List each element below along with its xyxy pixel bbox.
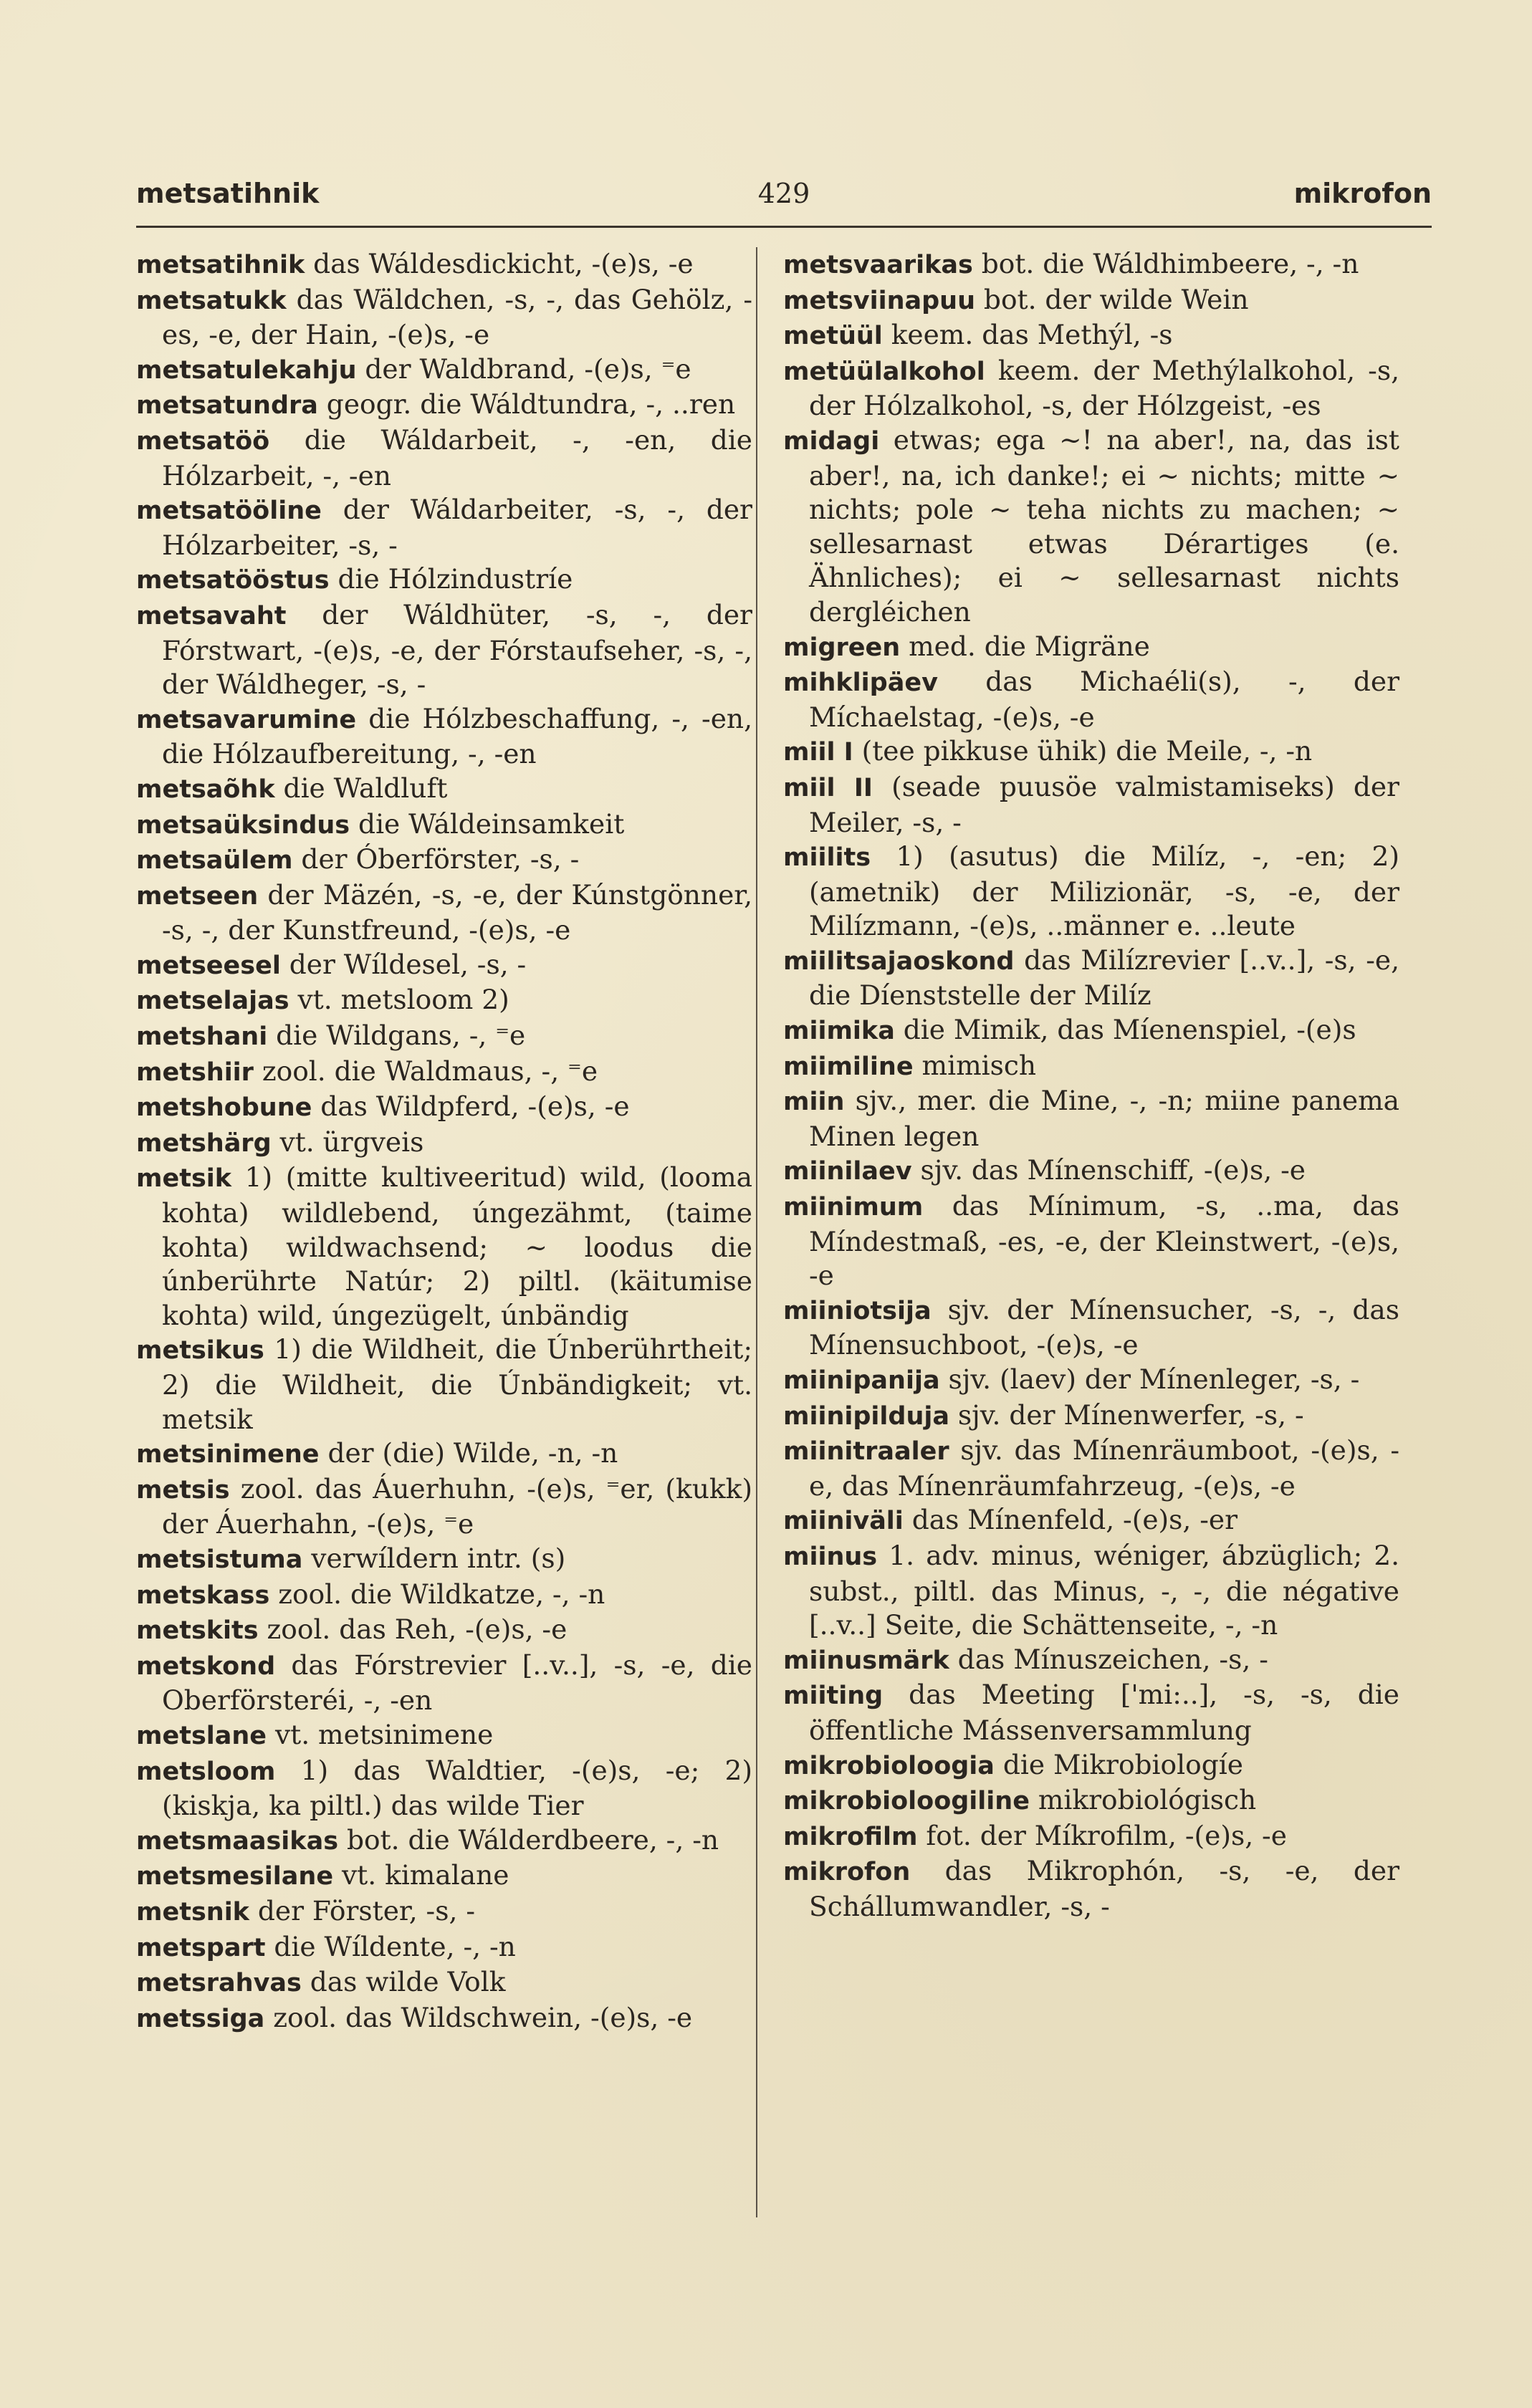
entry-definition: fot. der Míkrofilm, -(e)s, -e <box>917 1819 1287 1851</box>
dictionary-entry <box>136 562 752 598</box>
headword: metüül <box>783 322 883 351</box>
headword: metsaõhk <box>136 774 275 804</box>
entry-definition: das Wäldchen, -s, -, das Gehölz, -es, -e, der Hain, -(e)s, -e <box>162 283 752 351</box>
dictionary-entry <box>136 1578 752 1613</box>
entry-definition: mikrobiológisch <box>1029 1784 1257 1816</box>
entry-definition: der Förster, -s, - <box>249 1894 475 1927</box>
dictionary-entry <box>136 702 752 772</box>
dictionary-entry <box>136 352 752 388</box>
headword: miinilaev <box>783 1157 912 1186</box>
entry-definition: bot. die Wálderdbeere, -, -n <box>338 1823 719 1856</box>
dictionary-entry <box>136 948 752 984</box>
entry-definition: der Wíldesel, -s, - <box>280 948 527 980</box>
entry-definition: zool. das Reh, -(e)s, -e <box>258 1613 568 1646</box>
entry-definition: 1) das Waldtier, -(e)s, -e; 2) (kiskja, ka piltl.) das wilde Tier <box>162 1754 752 1822</box>
dictionary-entry <box>136 493 752 562</box>
entry-definition: die Hólzbeschaffung, -, -en, die Hólzaufbereitung, -, -en <box>162 702 752 770</box>
dictionary-entry <box>783 630 1399 666</box>
dictionary-entry <box>783 1819 1399 1855</box>
headword: miinimum <box>783 1193 924 1222</box>
left-column <box>136 247 752 2036</box>
headword: metselajas <box>136 987 289 1016</box>
headword: metskass <box>136 1580 270 1610</box>
entry-definition: bot. die Wáldhimbeere, -, -n <box>972 248 1359 279</box>
headword: metsikus <box>136 1336 264 1366</box>
dictionary-entry <box>136 1823 752 1859</box>
entry-definition: 1) die Wildheit, die Únberührtheit; 2) die Wildheit, die Únbändigkeit; vt. metsik <box>162 1333 752 1435</box>
entry-definition: zool. die Waldmaus, -, ⁼e <box>253 1055 598 1087</box>
headword: miiting <box>783 1682 884 1711</box>
headword: metsatulekahju <box>136 355 357 385</box>
entry-definition: sjv. das Mínenschiff, -(e)s, -e <box>911 1154 1306 1186</box>
column-divider <box>756 247 757 2217</box>
entry-definition: die Wáldeinsamkeit <box>350 807 625 840</box>
dictionary-entry <box>136 1930 752 1966</box>
headword: metsatundra <box>136 391 318 421</box>
entry-definition: der Wáldhüter, -s, -, der Fórstwart, -(e)s, -e, der Fórstaufseher, -s, -, der Wáldheger, -s, - <box>162 598 752 701</box>
dictionary-entry <box>136 1894 752 1930</box>
headword: metsavarumine <box>136 705 357 734</box>
entry-definition: (seade puusöe valmistamiseks) der Meiler, -s, - <box>809 770 1399 838</box>
headword: metskits <box>136 1616 259 1646</box>
entry-definition: vt. metsinimene <box>267 1718 494 1750</box>
dictionary-entry <box>783 1153 1399 1189</box>
headword: mikrobioloogiline <box>783 1787 1030 1816</box>
headword: metssiga <box>136 2004 265 2033</box>
entry-definition: med. die Migräne <box>900 630 1150 662</box>
dictionary-entry <box>136 1542 752 1578</box>
headword: miinipilduja <box>783 1401 950 1431</box>
page-number: 429 <box>757 178 810 209</box>
entry-definition: zool. das Áuerhuhn, -(e)s, ⁼er, (kukk) der Áuerhahn, -(e)s, ⁼e <box>162 1472 752 1540</box>
dictionary-entry <box>783 1783 1399 1819</box>
dictionary-entry <box>136 247 752 283</box>
entry-definition: das Wildpferd, -(e)s, -e <box>312 1090 630 1123</box>
dictionary-entry <box>136 772 752 807</box>
dictionary-entry <box>136 843 752 878</box>
dictionary-entry <box>783 247 1399 283</box>
dictionary-entry <box>783 318 1399 354</box>
headword: metsinimene <box>136 1440 320 1469</box>
entry-definition: das Milízrevier [..v..], -s, -e, die Díenststelle der Milíz <box>809 944 1399 1012</box>
headword: metsavaht <box>136 601 287 630</box>
dictionary-entry <box>136 283 752 352</box>
headword: miinipanija <box>783 1366 940 1395</box>
entry-definition: verwíldern intr. (s) <box>302 1542 566 1574</box>
dictionary-entry <box>783 1678 1399 1747</box>
headword: miinusmärk <box>783 1646 949 1675</box>
headword: metsatukk <box>136 286 287 315</box>
headword: miil I <box>783 738 853 767</box>
entry-definition: das Meeting ['mi:..], -s, -s, die öffentliche Mássenversammlung <box>809 1679 1399 1746</box>
dictionary-entry <box>783 1539 1399 1643</box>
headword: migreen <box>783 633 901 662</box>
headword: metslane <box>136 1721 267 1750</box>
dictionary-entry <box>136 807 752 843</box>
entry-definition: das wilde Volk <box>301 1966 506 1998</box>
headword: mikrobioloogia <box>783 1751 995 1780</box>
headword: miiniväli <box>783 1507 904 1536</box>
headword: metsmaasikas <box>136 1826 339 1856</box>
dictionary-entry <box>783 1748 1399 1784</box>
headword: miimika <box>783 1017 895 1046</box>
dictionary-entry <box>783 1049 1399 1085</box>
entry-definition: das Michaéli(s), -, der Míchaelstag, -(e)s, -e <box>809 666 1399 733</box>
dictionary-entry <box>136 1718 752 1754</box>
dictionary-entry <box>136 2001 752 2037</box>
dictionary-entry <box>136 598 752 702</box>
right-column <box>783 247 1399 1924</box>
headword: metsik <box>136 1164 232 1194</box>
headword: miiniotsija <box>783 1296 932 1325</box>
dictionary-entry <box>136 983 752 1019</box>
dictionary-entry <box>136 1754 752 1823</box>
entry-definition: die Waldluft <box>274 772 448 804</box>
headword: metsnik <box>136 1897 249 1927</box>
headword: metsis <box>136 1475 230 1505</box>
headword: metsaüksindus <box>136 810 350 840</box>
entry-definition: vt. metsloom 2) <box>289 984 509 1016</box>
headword: metsloom <box>136 1757 276 1786</box>
entry-definition: die Wildgans, -, ⁼e <box>267 1020 526 1052</box>
dictionary-entry <box>783 1013 1399 1049</box>
header-rule <box>136 226 1432 228</box>
headword: metsatihnik <box>136 251 305 279</box>
entry-definition: 1) (asutus) die Milíz, -, -en; 2) (ametnik) der Milizionär, -s, -e, der Milízmann, -(e)s, ..männer e. ..leute <box>809 840 1399 942</box>
dictionary-entry <box>783 1363 1399 1399</box>
entry-definition: sjv. der Mínenwerfer, -s, - <box>949 1399 1304 1431</box>
headword: miilits <box>783 843 871 873</box>
dictionary-entry <box>136 1472 752 1542</box>
entry-definition: das Mínuszeichen, -s, - <box>949 1643 1268 1675</box>
dictionary-entry <box>783 283 1399 319</box>
dictionary-entry <box>783 770 1399 840</box>
entry-definition: mimisch <box>913 1049 1037 1081</box>
headword: mikrofilm <box>783 1822 918 1851</box>
entry-definition: (tee pikkuse ühik) die Meile, -, -n <box>853 735 1313 767</box>
headword: metshärg <box>136 1128 272 1158</box>
headword: metshiir <box>136 1057 254 1087</box>
headword: miilitsajaoskond <box>783 946 1015 976</box>
headword: metsistuma <box>136 1545 303 1574</box>
entry-definition: das Mínenfeld, -(e)s, -er <box>903 1504 1238 1536</box>
headword: metsatöö <box>136 426 270 456</box>
entry-definition: vt. kimalane <box>333 1859 509 1891</box>
entry-definition: sjv. das Mínenräumboot, -(e)s, -e, das Mínenräumfahrzeug, -(e)s, -e <box>809 1434 1399 1502</box>
headword: metseen <box>136 881 259 911</box>
dictionary-entry <box>783 1503 1399 1539</box>
headword: metsatööstus <box>136 566 330 595</box>
headword: metspart <box>136 1933 266 1962</box>
dictionary-entry <box>783 665 1399 734</box>
headword: miin <box>783 1088 845 1117</box>
dictionary-entry <box>783 1643 1399 1679</box>
entry-definition: keem. das Methýl, -s <box>882 319 1173 351</box>
headword: metshobune <box>136 1093 312 1123</box>
headword: metüülalkohol <box>783 357 985 386</box>
dictionary-entry <box>783 423 1399 630</box>
dictionary-entry <box>783 1399 1399 1434</box>
dictionary-entry <box>783 1189 1399 1293</box>
entry-definition: der Wáldarbeiter, -s, -, der Hólzarbeiter, -s, - <box>162 494 752 561</box>
running-header <box>136 178 1432 228</box>
dictionary-entry <box>136 1649 752 1718</box>
entry-definition: die Mikrobiologíe <box>994 1748 1243 1780</box>
entry-definition: das Fórstrevier [..v..], -s, -e, die Oberförsteréi, -, -en <box>162 1649 752 1717</box>
dictionary-entry <box>136 1858 752 1894</box>
entry-definition: vt. ürgveis <box>271 1126 424 1158</box>
dictionary-entry <box>136 1436 752 1472</box>
header-first-headword: metsatihnik <box>136 178 320 209</box>
headword: miimiline <box>783 1052 914 1081</box>
headword: metsmesilane <box>136 1862 334 1891</box>
entry-definition: der Óberförster, -s, - <box>292 843 580 876</box>
dictionary-entry <box>783 1854 1399 1924</box>
dictionary-entry <box>136 1333 752 1436</box>
entry-definition: zool. die Wildkatze, -, -n <box>269 1578 605 1610</box>
entry-definition: das Mínimum, -s, ..ma, das Míndestmaß, -es, -e, der Kleinstwert, -(e)s, -e <box>809 1190 1399 1292</box>
headword: miinus <box>783 1542 878 1571</box>
headword: mikrofon <box>783 1858 911 1887</box>
entry-definition: sjv. der Mínensucher, -s, -, das Mínensuchboot, -(e)s, -e <box>809 1293 1399 1361</box>
entry-definition: sjv. (laev) der Mínenleger, -s, - <box>939 1363 1360 1395</box>
entry-definition: das Wáldesdickicht, -(e)s, -e <box>305 248 694 279</box>
dictionary-entry <box>136 388 752 423</box>
dictionary-entry <box>136 1613 752 1649</box>
dictionary-entry <box>136 1126 752 1161</box>
entry-definition: 1. adv. minus, wéniger, ábzüglich; 2. subst., piltl. das Minus, -, -, die négative [..v..] Seite, die Schättenseite, -, -n <box>809 1539 1399 1641</box>
dictionary-entry <box>136 878 752 948</box>
entry-definition: der (die) Wilde, -n, -n <box>319 1437 618 1469</box>
dictionary-entry <box>783 1293 1399 1363</box>
headword: metsviinapuu <box>783 286 976 315</box>
headword: mihklipäev <box>783 668 938 698</box>
dictionary-entry <box>783 354 1399 423</box>
entry-definition: das Mikrophón, -s, -e, der Schállumwandler, -s, - <box>809 1855 1399 1922</box>
headword: metsvaarikas <box>783 251 973 279</box>
dictionary-entry <box>136 1055 752 1090</box>
entry-definition: der Waldbrand, -(e)s, ⁼e <box>356 352 691 385</box>
dictionary-entry <box>136 423 752 493</box>
headword: midagi <box>783 426 880 456</box>
entry-definition: die Wíldente, -, -n <box>265 1930 516 1962</box>
entry-definition: bot. der wilde Wein <box>975 283 1249 315</box>
dictionary-entry <box>136 1019 752 1055</box>
entry-definition: 1) (mitte kultiveeritud) wild, (looma kohta) wildlebend, úngezähmt, (taime kohta) wildwachsend; ~ loodus die únberührte Natúr; 2) piltl. (käitumise kohta) wild, úngezügelt, únbändig <box>162 1161 752 1331</box>
dictionary-entry <box>783 1434 1399 1503</box>
dictionary-entry <box>136 1965 752 2001</box>
headword: miil II <box>783 773 873 802</box>
entry-definition: zool. das Wildschwein, -(e)s, -e <box>264 2001 693 2033</box>
headword: metsatööline <box>136 497 322 526</box>
entry-definition: die Mimik, das Míenenspiel, -(e)s <box>894 1014 1356 1046</box>
dictionary-entry <box>783 944 1399 1013</box>
headword: metskond <box>136 1651 276 1681</box>
entry-definition: der Mäzén, -s, -e, der Kúnstgönner, -s, -, der Kunstfreund, -(e)s, -e <box>162 878 752 946</box>
entry-definition: die Hólzindustríe <box>329 563 573 595</box>
entry-definition: geogr. die Wáldtundra, -, ..ren <box>317 388 736 421</box>
dictionary-entry <box>783 840 1399 944</box>
headword: miinitraaler <box>783 1437 949 1467</box>
headword: metsrahvas <box>136 1969 302 1998</box>
entry-definition: keem. der Methýlalkohol, -s, der Hólzalkohol, -s, der Hólzgeist, -es <box>809 354 1399 422</box>
headword: metsaülem <box>136 846 293 876</box>
dictionary-entry <box>783 734 1399 770</box>
entry-definition: die Wáldarbeit, -, -en, die Hólzarbeit, -, -en <box>162 423 752 491</box>
dictionary-entry <box>783 1084 1399 1153</box>
dictionary-entry <box>136 1161 752 1333</box>
dictionary-entry <box>136 1090 752 1126</box>
headword: metseesel <box>136 951 281 980</box>
entry-definition: etwas; ega ~! na aber!, na, das ist aber!, na, ich danke!; ei ~ nichts; mitte ~ nichts; pole ~ teha nichts zu machen; ~ sellesarnast etwas Dérartiges (e. Ähnliches); ei ~ sellesarnast nichts dergléichen <box>809 423 1399 628</box>
header-last-headword: mikrofon <box>1293 178 1432 209</box>
headword: metshani <box>136 1022 268 1052</box>
entry-definition: sjv., mer. die Mine, -, -n; miine panema Minen legen <box>809 1085 1399 1152</box>
